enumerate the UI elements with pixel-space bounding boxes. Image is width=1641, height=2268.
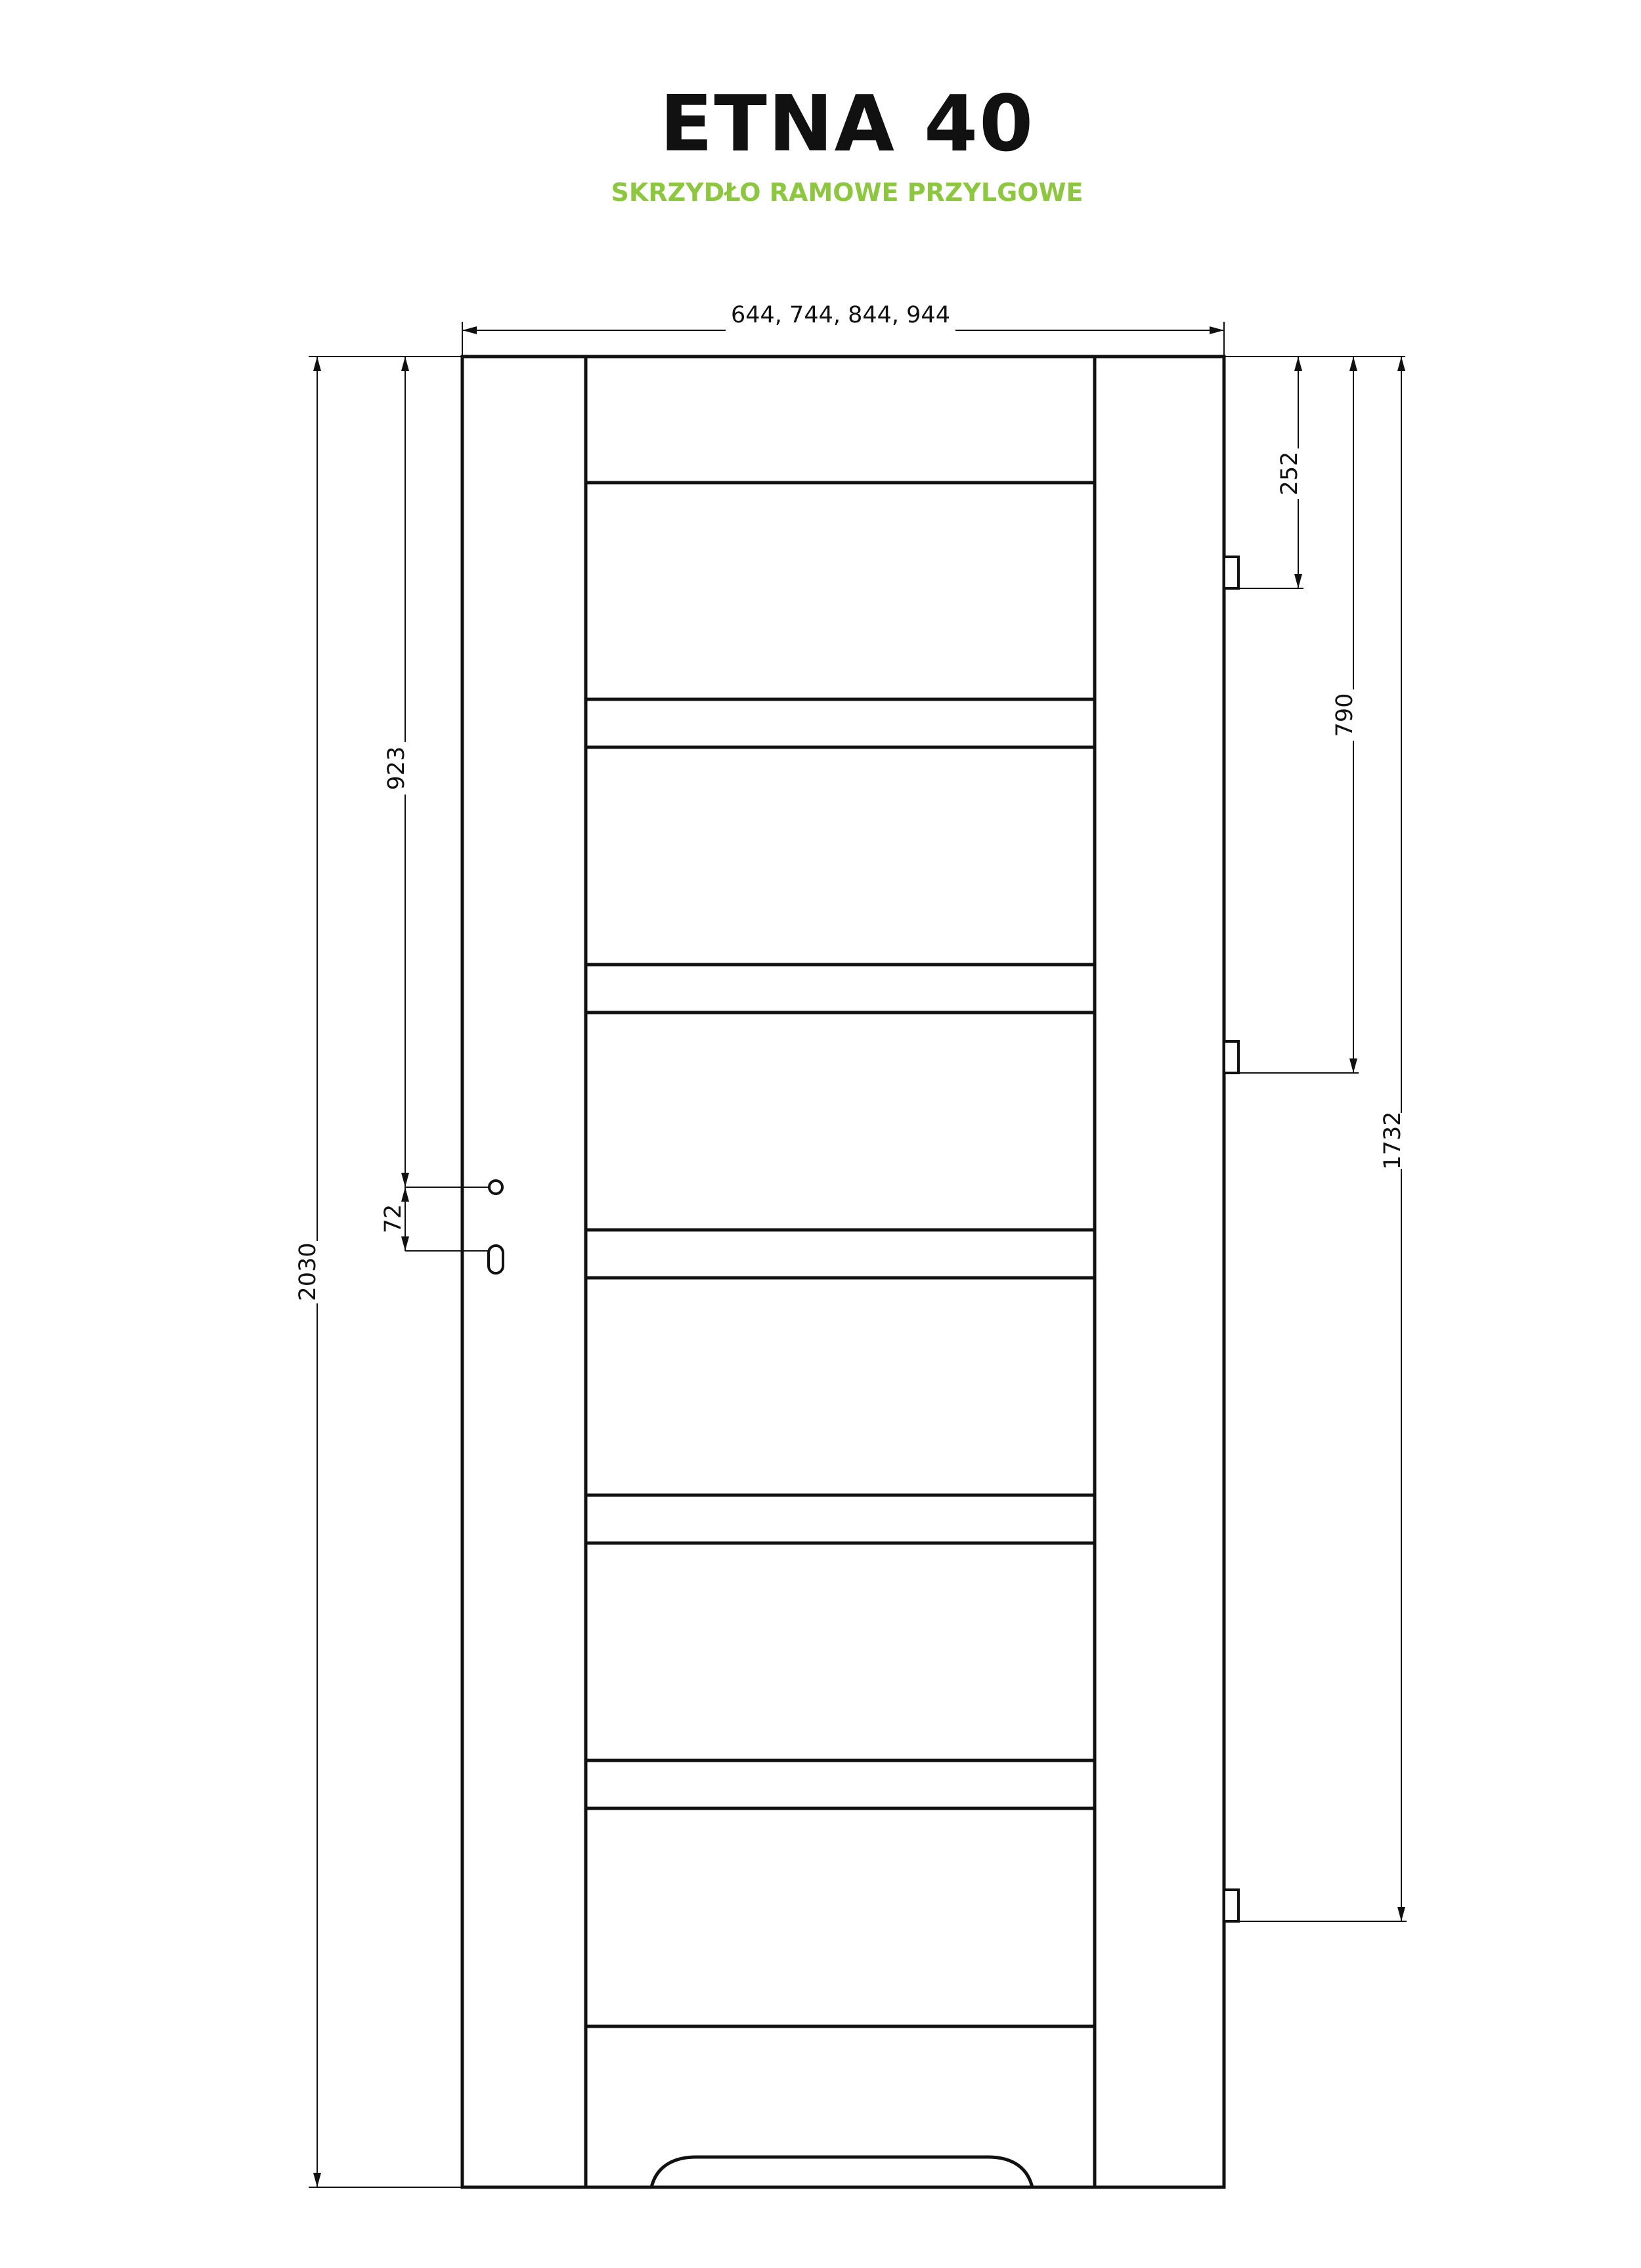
door-outline (462, 357, 1224, 2187)
handle-hole (489, 1181, 502, 1194)
dimension-lines (309, 322, 1407, 2187)
keyhole (489, 1246, 503, 1273)
arrow-hinge-middle-lower (1349, 1058, 1357, 1073)
hinge-middle (1224, 1041, 1238, 1073)
arrow-hinge-bottom-upper (1397, 357, 1405, 371)
hinge-bottom-label: 1732 (1380, 1111, 1406, 1170)
page-subtitle: SKRZYDŁO RAMOWE PRZYLGOWE (611, 178, 1083, 207)
arrow-spacing-bottom (401, 1236, 409, 1251)
door-leaf (462, 357, 1224, 2187)
handle-spacing-label: 72 (380, 1204, 406, 1234)
width-dimension-label: 644, 744, 844, 944 (731, 302, 950, 328)
page-title: ETNA 40 (659, 78, 1035, 169)
height-dimension-label: 2030 (295, 1242, 321, 1301)
rail-1 (586, 699, 1095, 747)
arrow-spacing-top (401, 1187, 409, 1202)
arrow-handle-bottom (401, 1173, 409, 1187)
rail-2 (586, 965, 1095, 1013)
rail-3 (586, 1230, 1095, 1278)
arrow-height-bottom (313, 2173, 321, 2187)
handle-set (489, 1181, 503, 1273)
hinge-top (1224, 557, 1238, 588)
dimension-arrows (313, 326, 1405, 2187)
hinge-middle-label: 790 (1332, 693, 1358, 737)
hinge-bottom (1224, 1890, 1238, 1921)
hinge-top-label: 252 (1277, 451, 1303, 496)
handle-height-label: 923 (383, 746, 410, 791)
arrow-hinge-middle-upper (1349, 357, 1357, 371)
bottom-cutout (651, 2157, 1032, 2187)
hinges (1224, 557, 1238, 1921)
arrow-hinge-bottom-lower (1397, 1907, 1405, 1921)
arrow-width-right (1210, 326, 1224, 334)
arrow-hinge-top-upper (1294, 357, 1302, 371)
arrow-handle-top (401, 357, 409, 371)
middle-rails (586, 699, 1095, 1808)
rail-4 (586, 1495, 1095, 1543)
rail-5 (586, 1760, 1095, 1808)
arrow-height-top (313, 357, 321, 371)
arrow-width-left (462, 326, 477, 334)
arrow-hinge-top-lower (1294, 574, 1302, 588)
